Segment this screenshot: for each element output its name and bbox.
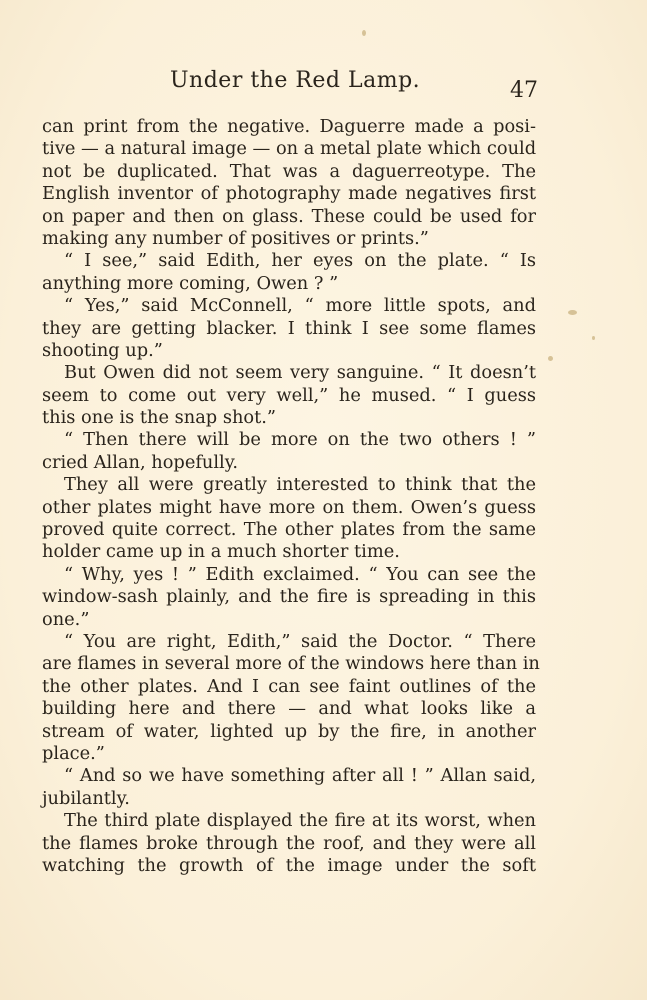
text-line: proved quite correct. The other plates from the same [42, 519, 536, 541]
running-head [40, 68, 580, 102]
text-line: anything more coming, Owen ? ” [42, 272, 339, 294]
text-line: “ I see,” said Edith, her eyes on the plate. “ Is [64, 250, 536, 272]
text-line: The third plate displayed the fire at its worst, when [64, 810, 536, 832]
text-line: building here and there — and what looks like a [42, 698, 536, 720]
paper-blemish [568, 310, 577, 315]
text-line: one.” [42, 608, 90, 630]
text-line: “ Why, yes ! ” Edith exclaimed. “ You can see the [64, 563, 536, 585]
text-line: on paper and then on glass. These could be used for [42, 205, 536, 227]
text-line: shooting up.” [42, 339, 163, 361]
page-number: 47 [510, 78, 538, 103]
text-line: they are getting blacker. I think I see some flames [42, 317, 536, 339]
text-line: “ Then there will be more on the two others ! ” [64, 429, 536, 451]
text-line: They all were greatly interested to think that the [64, 474, 536, 496]
text-line: cried Allan, hopefully. [42, 451, 239, 473]
text-line: “ Yes,” said McConnell, “ more little spots, and [64, 295, 536, 317]
text-line: the other plates. And I can see faint outlines of the [42, 675, 536, 697]
text-line: seem to come out very well,” he mused. “ I guess [42, 384, 536, 406]
body-text [42, 116, 540, 877]
text-line: English inventor of photography made negatives first [42, 183, 536, 205]
text-line: tive — a natural image — on a metal plate which could [42, 138, 537, 160]
text-line: holder came up in a much shorter time. [42, 541, 400, 563]
text-line: “ And so we have something after all ! ” Allan said, [64, 765, 536, 787]
text-line: place.” [42, 742, 105, 764]
text-line: are flames in several more of the windows here than in [42, 653, 540, 675]
text-line: not be duplicated. That was a daguerreotype. The [42, 160, 536, 182]
text-line: “ You are right, Edith,” said the Doctor. “ There [64, 630, 536, 652]
text-line: window-sash plainly, and the fire is spreading in this [42, 586, 536, 608]
text-line: the flames broke through the roof, and they were all [42, 832, 536, 854]
text-line: stream of water, lighted up by the fire, in another [42, 720, 536, 742]
text-line: jubilantly. [42, 787, 130, 809]
text-line: this one is the snap shot.” [42, 407, 277, 429]
paper-blemish [592, 336, 595, 340]
text-line: But Owen did not seem very sanguine. “ It doesn’t [64, 362, 536, 384]
text-line: making any number of positives or prints.” [42, 227, 429, 249]
text-line: other plates might have more on them. Owen’s guess [42, 496, 536, 518]
paper-blemish [362, 30, 366, 36]
running-head-title: Under the Red Lamp. [170, 68, 421, 93]
text-line: watching the growth of the image under the soft [42, 854, 536, 876]
text-line: can print from the negative. Daguerre made a posi- [42, 116, 536, 137]
paper-blemish [548, 356, 553, 361]
